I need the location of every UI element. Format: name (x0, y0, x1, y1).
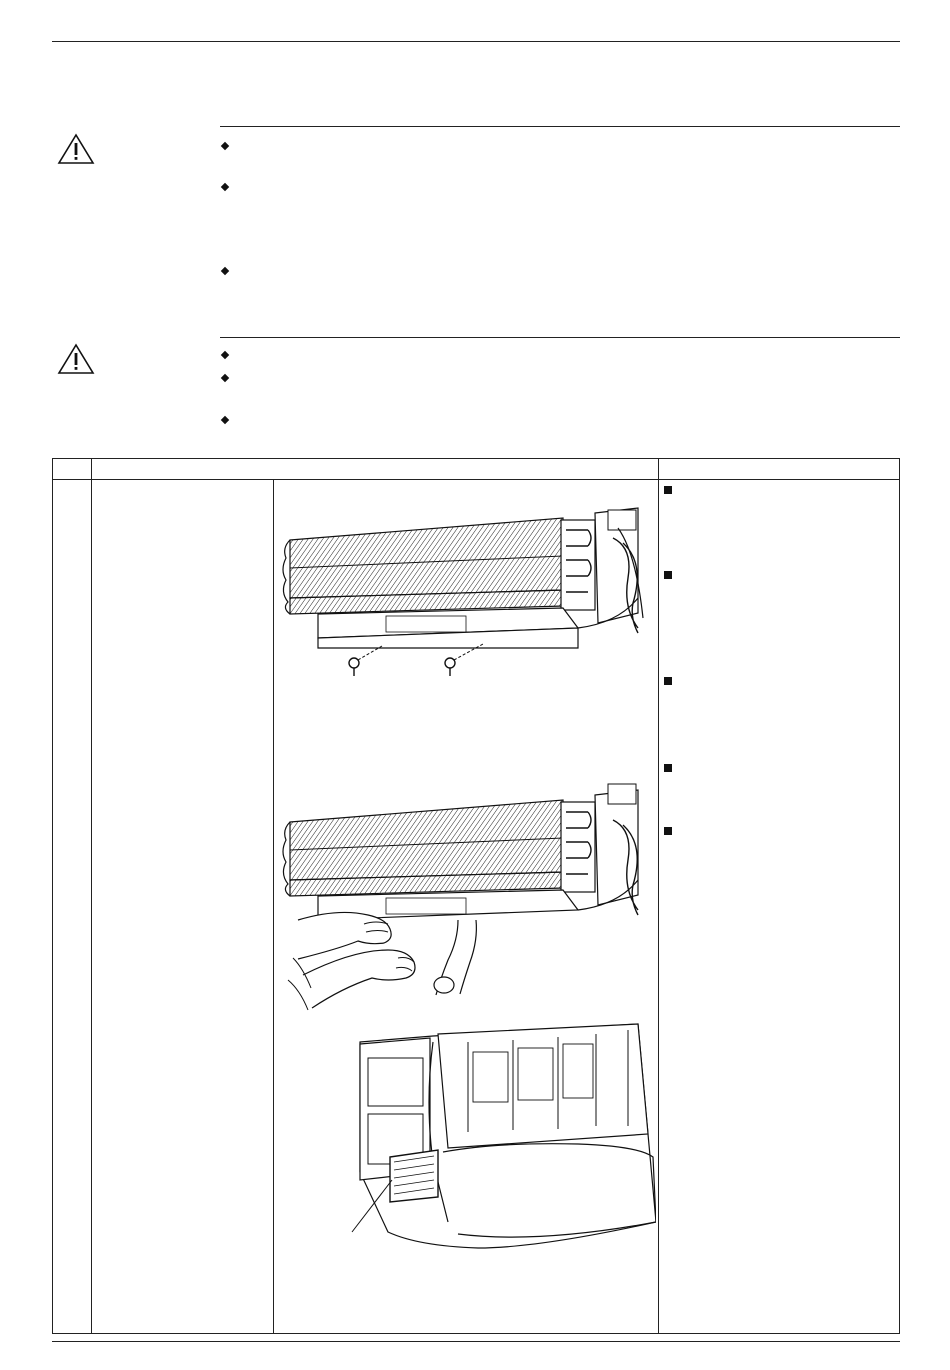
warning-1-bullet-2 (221, 183, 229, 191)
warning-triangle-icon (57, 133, 95, 165)
remark-square-1 (664, 486, 672, 494)
warning-2-bullet-3 (221, 416, 229, 424)
warning-block-2-rule (220, 337, 900, 338)
warning-triangle-icon (57, 343, 95, 375)
remark-square-3 (664, 677, 672, 685)
remark-square-2 (664, 571, 672, 579)
remark-square-4 (664, 764, 672, 772)
warning-2-bullet-2 (221, 374, 229, 382)
heat-exchanger-screws-icon (278, 498, 653, 683)
top-rule (52, 41, 900, 42)
warning-block-1-rule (220, 126, 900, 127)
warning-2-bullet-1 (221, 351, 229, 359)
warning-1-bullet-3 (221, 267, 229, 275)
remark-square-5 (664, 827, 672, 835)
drain-pan-bottom-frame-icon (338, 1022, 656, 1252)
warning-1-bullet-1 (221, 142, 229, 150)
heat-exchanger-hands-removal-icon (278, 780, 653, 1015)
bottom-rule (52, 1341, 900, 1342)
